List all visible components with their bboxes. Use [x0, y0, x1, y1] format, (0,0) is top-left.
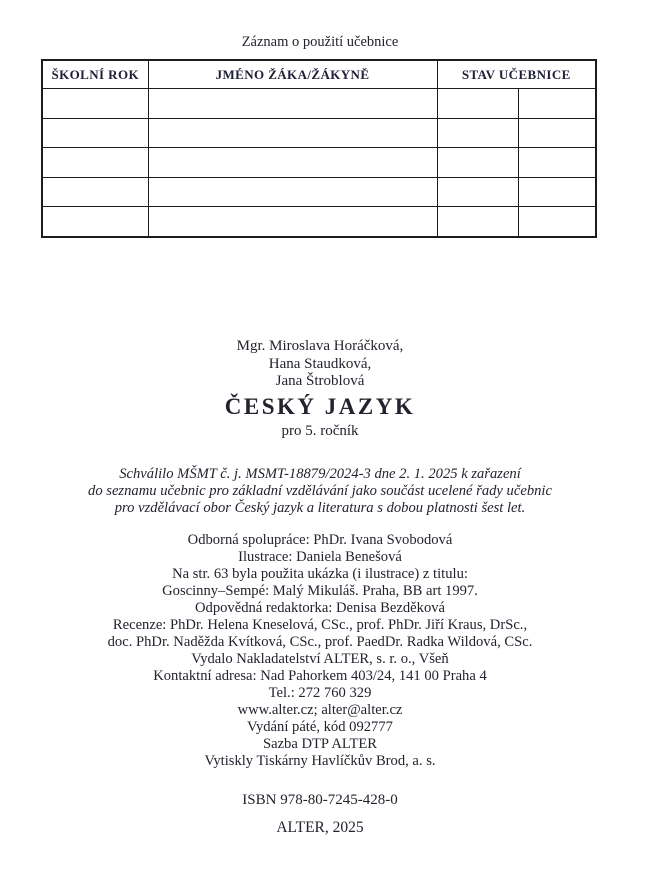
table-cell-empty [518, 89, 596, 119]
book-subtitle: pro 5. ročník [281, 423, 359, 439]
usage-record-table [41, 59, 597, 238]
author-line: Mgr. Miroslava Horáčková, [236, 338, 404, 354]
table-cell-empty [518, 207, 596, 237]
author-line: Jana Štroblová [275, 373, 365, 389]
credit-line-collaboration: Odborná spolupráce: PhDr. Ivana Svobodová [187, 532, 453, 548]
table-cell-empty [437, 148, 518, 178]
table-cell-empty [148, 89, 437, 119]
table-cell-empty [42, 207, 148, 237]
table-cell-empty [437, 177, 518, 207]
credit-line-phone: Tel.: 272 760 329 [268, 685, 372, 701]
table-row [42, 148, 596, 178]
credits-block [0, 532, 640, 770]
table-cell-empty [148, 177, 437, 207]
credit-line-excerpt-source: Goscinny–Sempé: Malý Mikuláš. Praha, BB art 1997. [162, 583, 478, 599]
approval-line: pro vzdělávací obor Český jazyk a literatura s dobou platnosti šest let. [114, 500, 526, 516]
credit-line-printer: Vytiskly Tiskárny Havlíčkův Brod, a. s. [204, 753, 436, 769]
credit-line-editor: Odpovědná redaktorka: Denisa Bezděková [194, 600, 446, 616]
isbn-line: ISBN 978-80-7245-428-0 [242, 792, 398, 808]
credit-line-edition-code: Vydání páté, kód 092777 [247, 719, 393, 735]
credit-line-reviewers-1: Recenze: PhDr. Helena Kneselová, CSc., prof. PhDr. Jiří Kraus, DrSc., [112, 617, 528, 633]
approval-line: do seznamu učebnic pro základní vzdělávání jako součást ucelené řady učebnic [88, 483, 552, 499]
approval-note [0, 466, 640, 517]
table-row [42, 207, 596, 237]
table-row [42, 177, 596, 207]
table-cell-empty [148, 207, 437, 237]
table-cell-empty [437, 207, 518, 237]
table-cell-empty [42, 177, 148, 207]
table-cell-empty [148, 148, 437, 178]
credit-line-reviewers-2: doc. PhDr. Naděžda Kvítková, CSc., prof. PaedDr. Radka Wildová, CSc. [107, 634, 533, 650]
table-cell-empty [42, 89, 148, 119]
table-caption: Záznam o použití učebnice [241, 34, 399, 50]
book-title: ČESKÝ JAZYK [224, 394, 416, 419]
table-cell-empty [437, 89, 518, 119]
approval-line: Schválilo MŠMT č. j. MSMT-18879/2024-3 dne 2. 1. 2025 k zařazení [119, 466, 521, 482]
publisher-year-line: ALTER, 2025 [276, 819, 364, 836]
credit-line-publisher: Vydalo Nakladatelství ALTER, s. r. o., Všeň [191, 651, 449, 667]
table-header-pupil-name: JMÉNO ŽÁKA/ŽÁKYNĚ [148, 60, 437, 89]
table-header-school-year: ŠKOLNÍ ROK [42, 60, 148, 89]
credit-line-illustrations: Ilustrace: Daniela Benešová [238, 549, 402, 565]
credit-line-address: Kontaktní adresa: Nad Pahorkem 403/24, 141 00 Praha 4 [153, 668, 487, 684]
table-cell-empty [42, 118, 148, 148]
credit-line-web-email: www.alter.cz; alter@alter.cz [237, 702, 403, 718]
table-cell-empty [518, 118, 596, 148]
table-cell-empty [518, 177, 596, 207]
author-line: Hana Staudková, [268, 355, 372, 372]
table-header-condition: STAV UČEBNICE [437, 60, 596, 89]
credit-line-typesetting: Sazba DTP ALTER [262, 736, 378, 752]
table-cell-empty [518, 148, 596, 178]
authors-block [0, 338, 640, 391]
table-cell-empty [42, 148, 148, 178]
table-row [42, 118, 596, 148]
table-header-row [42, 60, 596, 89]
credit-line-excerpt-note: Na str. 63 byla použita ukázka (i ilustrace) z titulu: [172, 566, 468, 582]
table-row [42, 89, 596, 119]
table-cell-empty [437, 118, 518, 148]
table-cell-empty [148, 118, 437, 148]
